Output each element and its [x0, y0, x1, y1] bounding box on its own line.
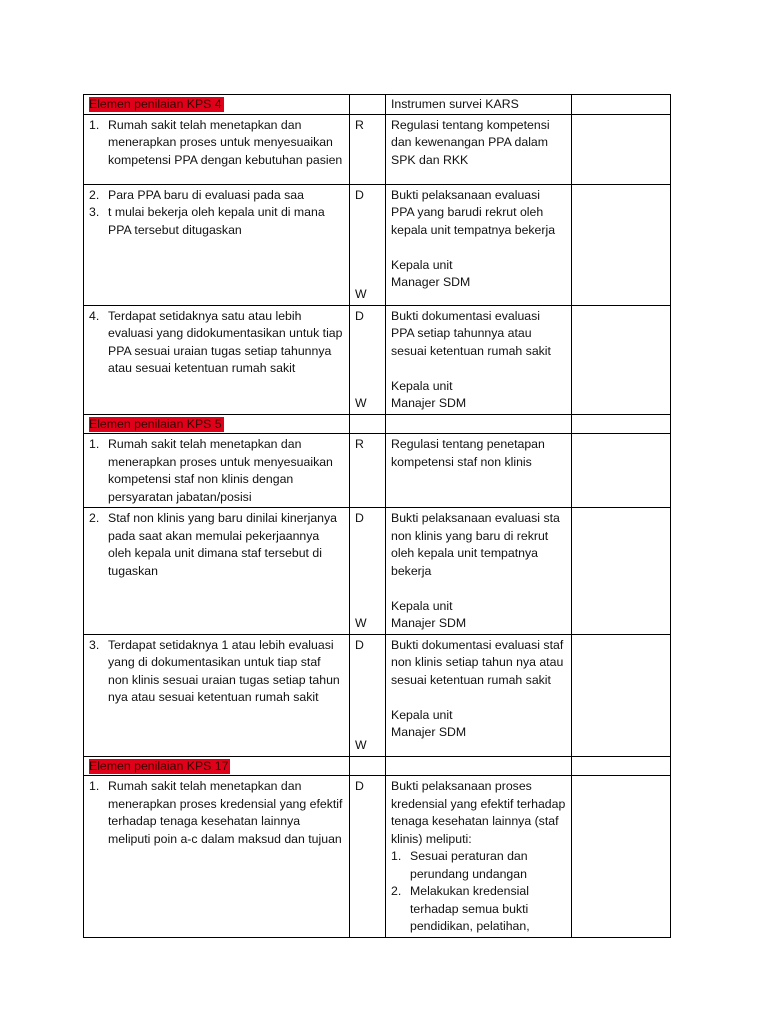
code-cell: R: [350, 434, 386, 508]
instrument-cell: Regulasi tentang kompetensi dan kewenangan PPA dalam SPK dan RKK: [386, 114, 572, 184]
element-text: Rumah sakit telah menetapkan dan menerapkan proses untuk menyesuaikan kompetensi PPA dengan kebutuhan pasien: [108, 117, 343, 167]
element-cell: 4. Terdapat setidaknya satu atau lebih evaluasi yang didokumentasikan untuk tiap PPA sesuai uraian tugas setiap tahunnya atau sesuai ketentuan rumah sakit: [84, 305, 350, 414]
element-text: Rumah sakit telah menetapkan dan menerapkan proses kredensial yang efektif terhadap tenaga kesehatan lainnya meliputi poin a-c dalam maksud dan tujuan: [108, 779, 343, 846]
instrument-cell: Bukti pelaksanaan evaluasi PPA yang barudi rekrut oleh kepala unit tempatnya bekerja Kepala unit Manager SDM: [386, 184, 572, 305]
notes-cell: [572, 634, 671, 756]
element-text: Rumah sakit telah menetapkan dan menerapkan proses untuk menyesuaikan kompetensi staf non klinis dengan persyaratan jabatan/posisi: [108, 437, 333, 504]
code-cell: R: [350, 114, 386, 184]
notes-cell: [572, 184, 671, 305]
section-header-label: Elemen penilaian KPS 4: [89, 97, 222, 111]
code-cell: D W: [350, 184, 386, 305]
table-row: [84, 114, 671, 184]
section-header-row: [84, 414, 671, 434]
element-text: Terdapat setidaknya satu atau lebih evaluasi yang didokumentasikan untuk tiap PPA sesuai uraian tugas setiap tahunnya atau sesuai ketentuan rumah sakit: [108, 308, 343, 375]
element-cell: 3. Terdapat setidaknya 1 atau lebih evaluasi yang di dokumentasikan untuk tiap staf non klinis sesuai uraian tugas setiap tahun nya atau sesuai ketentuan rumah sakit: [84, 634, 350, 756]
table-row: [84, 776, 671, 938]
assessment-table: [83, 94, 671, 938]
element-cell: 2. Para PPA baru di evaluasi pada saa 3. t mulai bekerja oleh kepala unit di mana PPA tersebut ditugaskan: [84, 184, 350, 305]
element-cell: 1. Rumah sakit telah menetapkan dan menerapkan proses untuk menyesuaikan kompetensi staf non klinis dengan persyaratan jabatan/posisi: [84, 434, 350, 508]
element-text: Staf non klinis yang baru dinilai kinerjanya pada saat akan memulai pekerjaannya oleh kepala unit dimana staf tersebut di tugaskan: [108, 511, 337, 578]
instrument-cell: Bukti pelaksanaan evaluasi sta non klinis yang baru di rekrut oleh kepala unit tempatnya bekerja Kepala unit Manajer SDM: [386, 508, 572, 635]
element-cell: 1. Rumah sakit telah menetapkan dan menerapkan proses untuk menyesuaikan kompetensi PPA dengan kebutuhan pasien: [84, 114, 350, 184]
code-cell: D W: [350, 634, 386, 756]
element-text: Terdapat setidaknya 1 atau lebih evaluasi yang di dokumentasikan untuk tiap staf non klinis sesuai uraian tugas setiap tahun nya atau sesuai ketentuan rumah sakit: [108, 637, 340, 704]
section-header-row: [84, 95, 671, 115]
table-row: [84, 305, 671, 414]
instrument-cell: Bukti pelaksanaan proses kredensial yang efektif terhadap tenaga kesehatan lainnya (staf klinis) meliputi: 1. Sesuai peraturan dan perundang undangan 2. Melakukan kredensial terhadap semua bukti pendidikan, pelatihan,: [386, 776, 572, 938]
section-header-label: Elemen penilaian KPS 5: [89, 416, 222, 431]
section-header-label: Elemen penilaian KPS 17: [89, 758, 229, 773]
instrument-cell: Regulasi tentang penetapan kompetensi staf non klinis: [386, 434, 572, 508]
code-cell: D W: [350, 508, 386, 635]
instrument-cell: Bukti dokumentasi evaluasi staf non klinis setiap tahun nya atau sesuai ketentuan rumah sakit Kepala unit Manajer SDM: [386, 634, 572, 756]
notes-cell: [572, 508, 671, 635]
instrument-header: Instrumen survei KARS: [386, 95, 572, 115]
code-cell: D W: [350, 305, 386, 414]
instrument-cell: Bukti dokumentasi evaluasi PPA setiap tahunnya atau sesuai ketentuan rumah sakit Kepala unit Manajer SDM: [386, 305, 572, 414]
list-item: Melakukan kredensial terhadap semua bukti pendidikan, pelatihan,: [410, 884, 530, 933]
element-text: t mulai bekerja oleh kepala unit di mana PPA tersebut ditugaskan: [108, 205, 325, 237]
notes-cell: [572, 114, 671, 184]
table-row: [84, 508, 671, 635]
table-row: [84, 434, 671, 508]
notes-cell: [572, 434, 671, 508]
notes-cell: [572, 305, 671, 414]
code-cell: D: [350, 776, 386, 938]
notes-cell: [572, 776, 671, 938]
element-text: Para PPA baru di evaluasi pada saa: [108, 187, 304, 202]
list-item: Sesuai peraturan dan perundang undangan: [410, 849, 528, 881]
section-header-row: [84, 756, 671, 776]
table-row: [84, 184, 671, 305]
element-cell: 1. Rumah sakit telah menetapkan dan menerapkan proses kredensial yang efektif terhadap tenaga kesehatan lainnya meliputi poin a-c dalam maksud dan tujuan: [84, 776, 350, 938]
table-row: [84, 634, 671, 756]
element-cell: 2. Staf non klinis yang baru dinilai kinerjanya pada saat akan memulai pekerjaannya oleh kepala unit dimana staf tersebut di tugaskan: [84, 508, 350, 635]
